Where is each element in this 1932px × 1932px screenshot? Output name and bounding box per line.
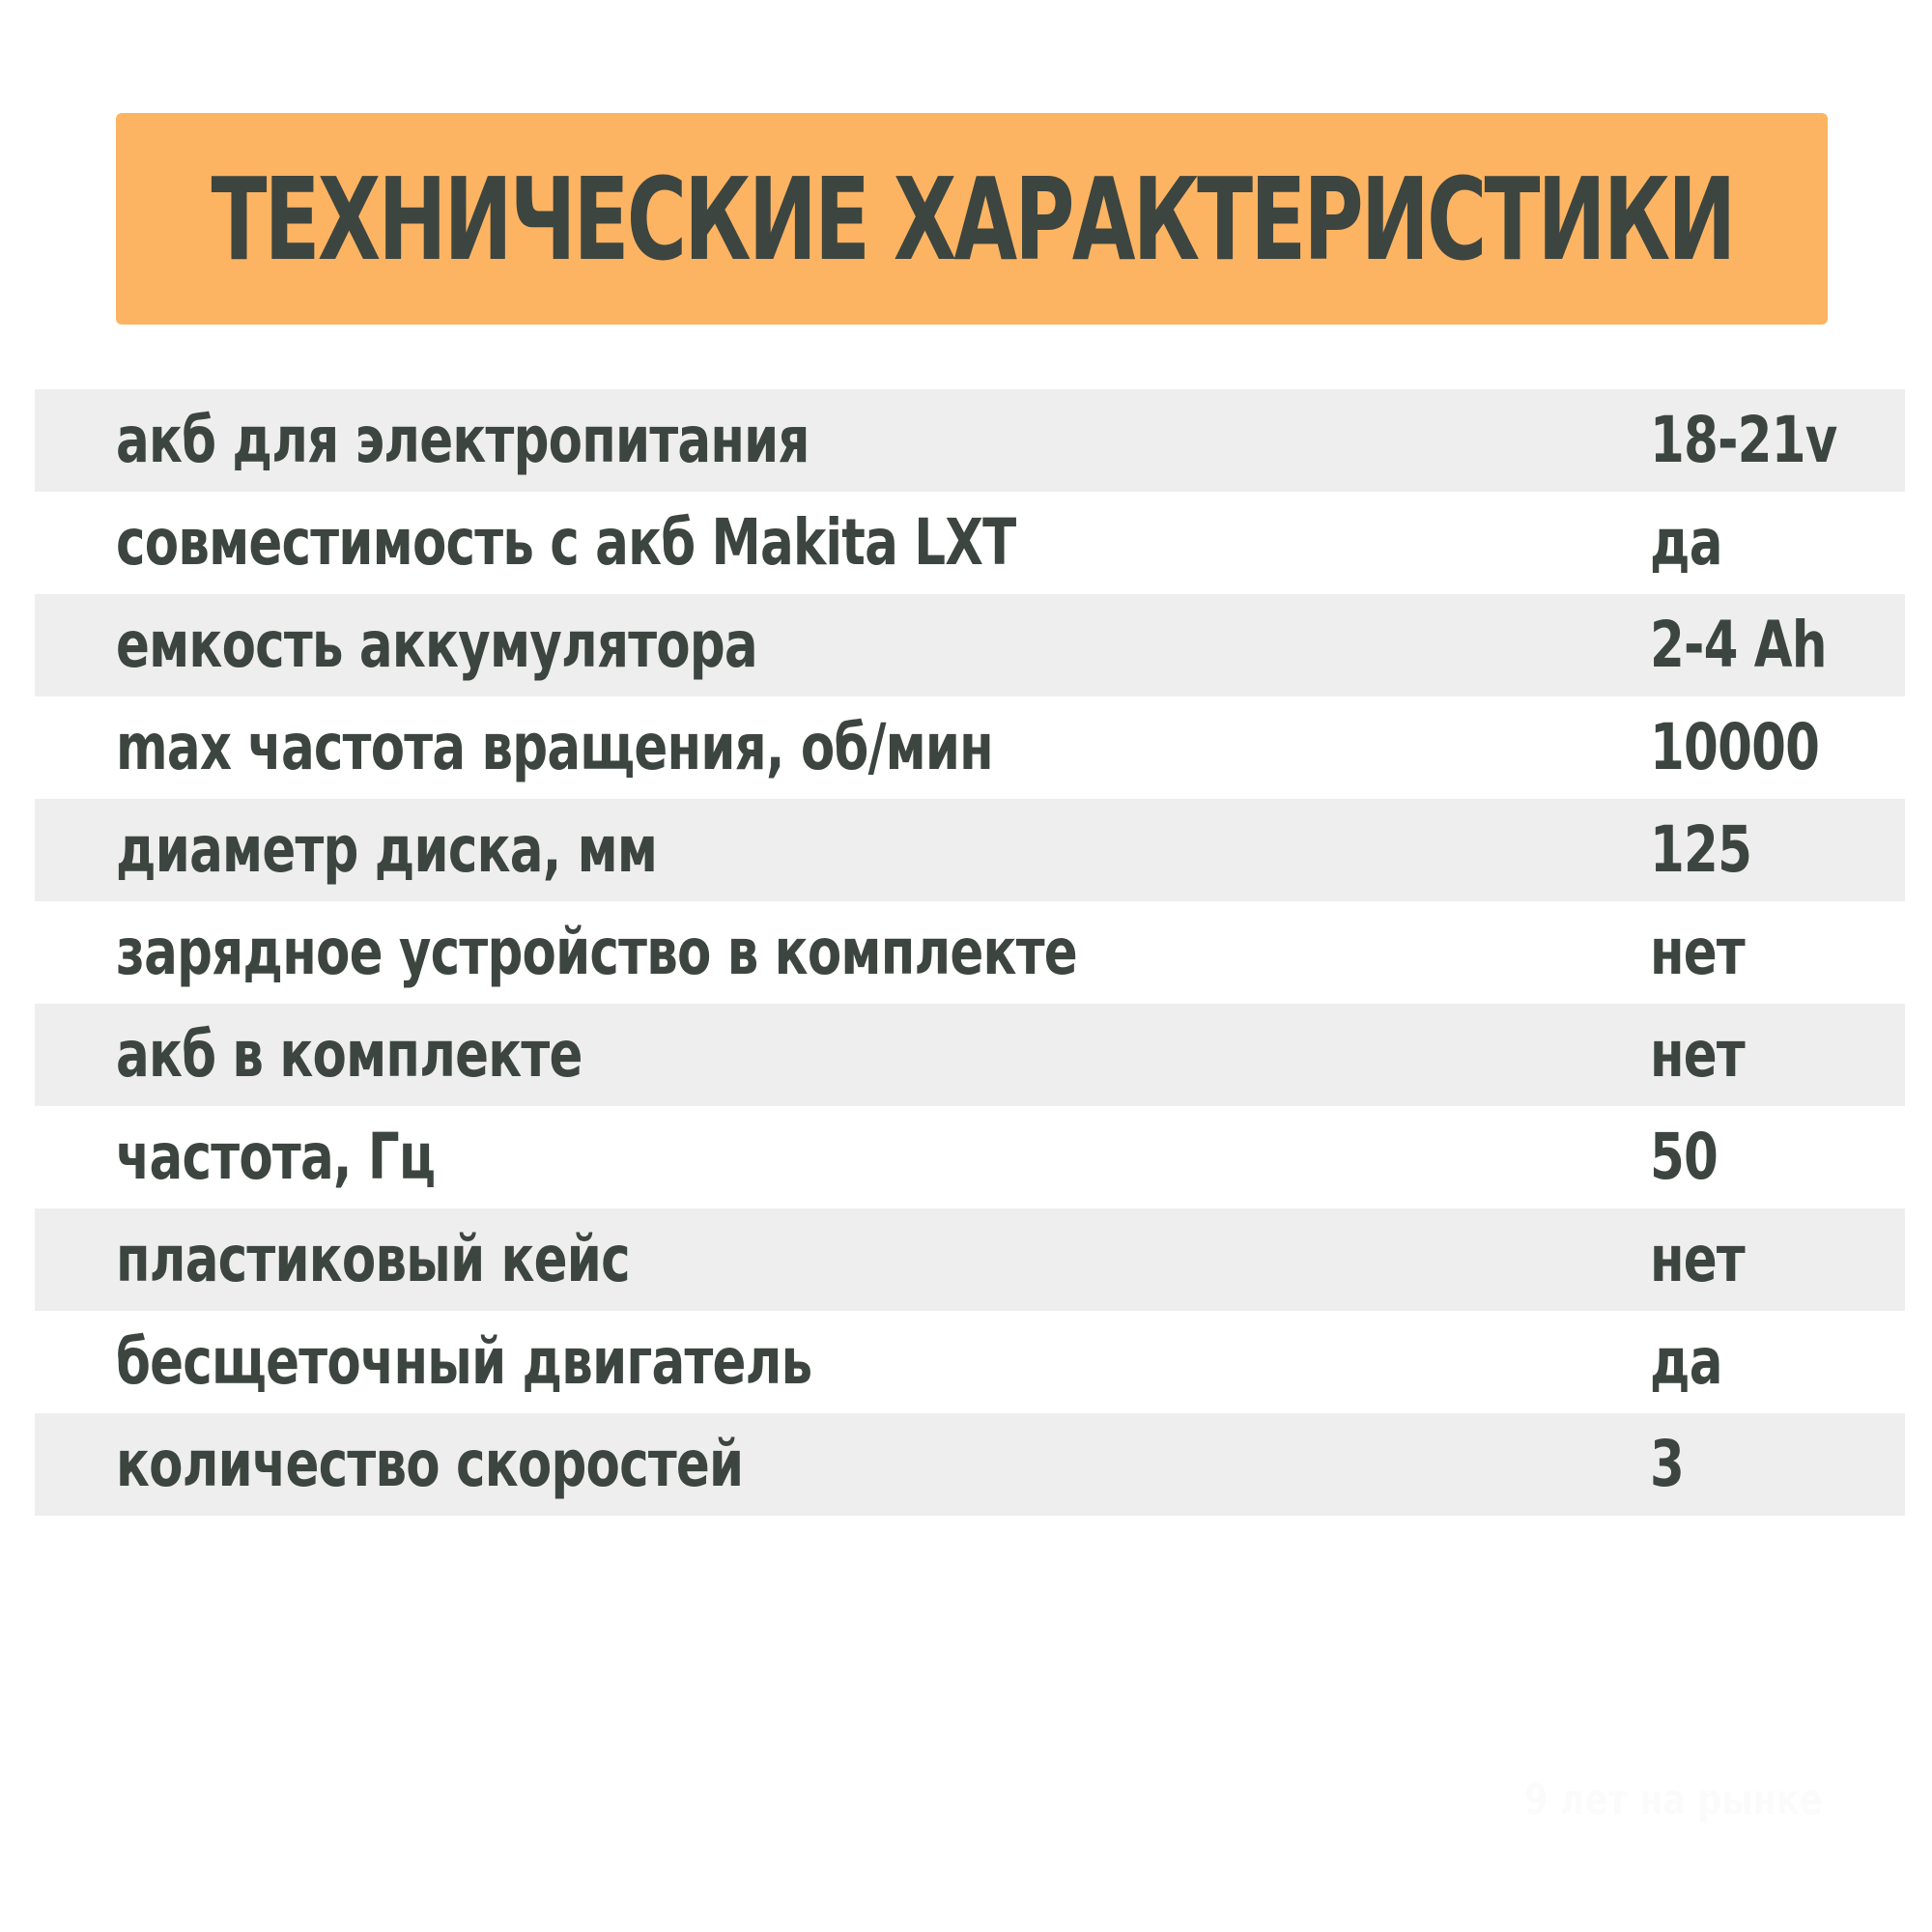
spec-label: акб для электропитания xyxy=(116,403,810,477)
spec-value: 125 xyxy=(1650,812,1752,887)
spec-row xyxy=(35,492,1905,594)
spec-label: совместимость с акб Makita LXT xyxy=(116,505,1016,580)
spec-label: акб в комплекте xyxy=(116,1017,582,1092)
spec-row xyxy=(35,1004,1905,1106)
spec-value: нет xyxy=(1650,915,1745,989)
spec-row xyxy=(35,1208,1905,1311)
spec-value: 3 xyxy=(1650,1427,1685,1501)
page-title: ТЕХНИЧЕСКИЕ ХАРАКТЕРИСТИКИ xyxy=(210,152,1734,286)
spec-value: 50 xyxy=(1650,1120,1719,1194)
spec-value: да xyxy=(1650,1324,1722,1399)
spec-row xyxy=(35,1106,1905,1208)
spec-value: 18-21v xyxy=(1650,403,1837,477)
spec-value: 10000 xyxy=(1650,710,1820,784)
spec-label: диаметр диска, мм xyxy=(116,812,658,887)
spec-value: нет xyxy=(1650,1222,1745,1296)
title-banner xyxy=(116,113,1828,325)
spec-label: количество скоростей xyxy=(116,1427,744,1501)
spec-row xyxy=(35,901,1905,1004)
spec-row xyxy=(35,799,1905,901)
spec-label: частота, Гц xyxy=(116,1120,436,1194)
spec-value: 2-4 Ah xyxy=(1650,608,1827,682)
spec-label: емкость аккумулятора xyxy=(116,608,757,682)
spec-row xyxy=(35,696,1905,799)
watermark: 9 лет на рынке xyxy=(1524,1776,1823,1825)
spec-row xyxy=(35,1311,1905,1413)
spec-value: нет xyxy=(1650,1017,1745,1092)
spec-label: бесщеточный двигатель xyxy=(116,1324,812,1399)
spec-label: max частота вращения, об/мин xyxy=(116,710,993,784)
spec-row xyxy=(35,594,1905,696)
spec-label: пластиковый кейс xyxy=(116,1222,630,1296)
specs-table xyxy=(35,389,1905,1516)
spec-value: да xyxy=(1650,505,1722,580)
spec-row xyxy=(35,389,1905,492)
spec-label: зарядное устройство в комплекте xyxy=(116,915,1077,989)
spec-row xyxy=(35,1413,1905,1516)
